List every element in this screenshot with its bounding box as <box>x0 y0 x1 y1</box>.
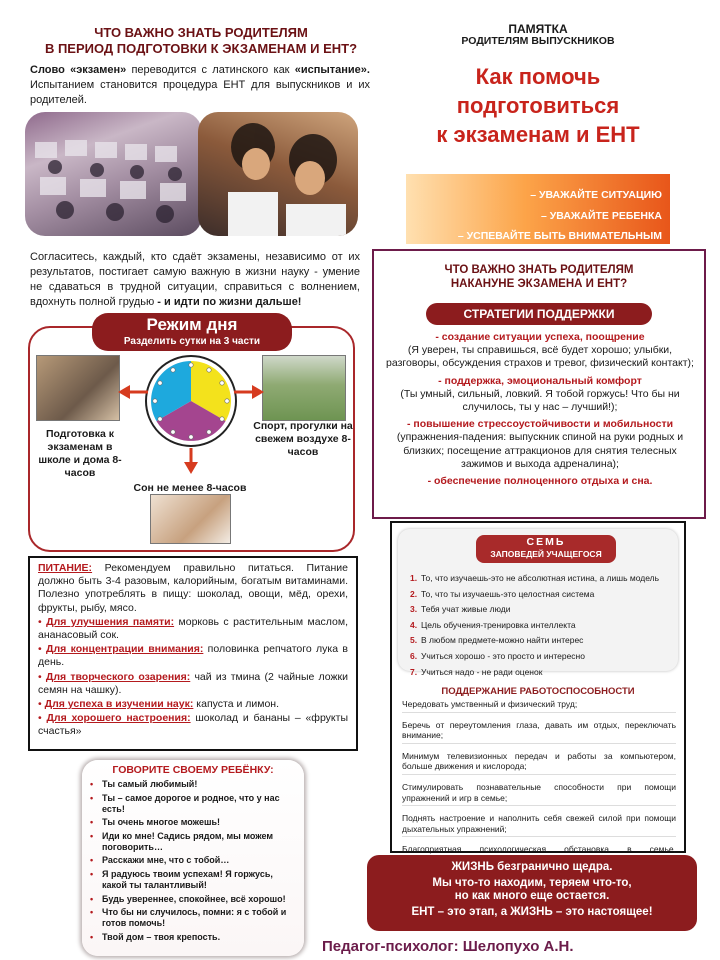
say-item: • Расскажи мне, что с тобой… <box>90 855 230 866</box>
commandments-list <box>410 571 678 680</box>
nutrition-item: • Для улучшения памяти: морковь с растительным маслом, ананасовый сок. <box>38 615 349 642</box>
work-item: Беречь от переутомления глаза, давать им отдых, переключать внимание; <box>402 720 676 744</box>
exam-hall-photo <box>25 112 202 236</box>
support-strategies-banner: СТРАТЕГИИ ПОДДЕРЖКИ <box>426 303 652 325</box>
commandment-item: 4. Цель обучения-тренировка интеллекта <box>410 619 576 630</box>
commandment-item: 5. В любом предмете-можно найти интерес <box>410 635 584 646</box>
study-photo <box>36 355 120 421</box>
memo-label: ПАМЯТКА <box>508 22 568 36</box>
work-capacity-list <box>402 699 676 876</box>
arrow-right-icon <box>234 384 264 400</box>
say-item: • Что бы ни случилось, помни: я с тобой и готов помочь! <box>90 907 287 929</box>
arrow-down-icon <box>183 448 199 474</box>
day-regime-title: Режим дня <box>146 315 238 334</box>
commandment-item: 2. То, что ты изучаешь-это целостная система <box>410 588 595 599</box>
strategy-item: - создание ситуации успеха, поощрение (Я уверен, ты справишься, всё будет хорошо; улыбки, разговоры, обсуждения страхов и тревог, физический контакт); <box>386 331 694 370</box>
commandment-item: 6. Учиться хорошо - это просто и интересно <box>410 650 585 661</box>
memo-tip: – УВАЖАЙТЕ СИТУАЦИЮ <box>530 189 662 201</box>
memo-cover <box>406 22 670 244</box>
say-item: • Ты очень многое можешь! <box>90 817 220 828</box>
regime-sleep-label: Сон не менее 8-часов <box>133 482 247 494</box>
seven-commandments-panel <box>390 521 686 853</box>
nutrition-intro: ПИТАНИЕ: Рекомендуем правильно питаться. Питание должно быть 3-4 разовым, калорийным, богатым витаминами. Полезно употреблять в пищу: шоколад, овощи, мёд, орехи, фрукты, рыбу, мясо. <box>38 562 348 614</box>
life-quote-line: но как много еще остается. <box>454 890 610 902</box>
memo-title: Как помочь подготовиться к экзаменам и ЕНТ <box>436 64 640 147</box>
arrow-left-icon <box>118 384 148 400</box>
strategy-item: - обеспечение полноценного отдыха и сна. <box>427 475 653 488</box>
say-item: • Я радуюсь твоим успехам! Я горжусь, какой ты талантливый! <box>90 868 273 890</box>
say-item: • Твой дом – твоя крепость. <box>90 931 221 942</box>
seven-commandments-banner: СЕМЬ ЗАПОВЕДЕЙ УЧАЩЕГОСЯ <box>476 535 616 563</box>
commandment-item: 1. То, что изучаешь-это не абсолютная истина, а лишь модель <box>410 573 660 583</box>
work-item: Благоприятная психологическая обстановка в семье, <box>402 844 676 868</box>
nutrition-item: • Для творческого озарения: чай из тмина (2 чайные ложки семян на чашку). <box>38 670 348 696</box>
work-item: Стимулировать познавательные способности при помощи упражнений и игр в семье; <box>402 782 676 806</box>
memo-tips-band <box>406 174 670 244</box>
exam-eve-title: ЧТО ВАЖНО ЗНАТЬ РОДИТЕЛЯМ НАКАНУНЕ ЭКЗАМЕНА И ЕНТ? <box>444 264 634 290</box>
work-item: Минимум телевизионных передач и работы за компьютером, больше движения и кислорода; <box>402 751 676 775</box>
regime-study-label: Подготовка к экзаменам в школе и дома 8- часов <box>38 428 122 479</box>
nutrition-item: • Для успеха в изучении наук: капуста и лимон. <box>38 698 280 711</box>
commandment-item: 7. Учиться надо - не ради оценок <box>410 666 543 677</box>
memo-tip: – УСПЕВАЙТЕ БЫТЬ ВНИМАТЕЛЬНЫМ <box>457 230 662 242</box>
strategy-item: - повышение стрессоустойчивости и мобильности (упражнения-падения: выпускник спиной на руки родных и близких; посещение аттракционов для снятия телесных зажимов и выхода адреналина); <box>396 418 684 470</box>
say-item: • Ты – самое дорогое и родное, что у нас есть! <box>90 792 280 814</box>
say-title: ГОВОРИТЕ СВОЕМУ РЕБЁНКУ: <box>112 764 274 776</box>
nutrition-item: • Для концентрации внимания: половинка репчатого лука в день. <box>38 643 348 669</box>
sleep-photo <box>150 494 231 544</box>
author-signature: Педагог-психолог: Шелопухо А.Н. <box>322 938 574 955</box>
worried-students-photo <box>198 112 358 236</box>
regime-sport-label: Спорт, прогулки на свежем воздухе 8-часов <box>253 420 353 458</box>
left-title-line1: ЧТО ВАЖНО ЗНАТЬ РОДИТЕЛЯМ <box>94 25 308 40</box>
nutrition-panel <box>28 556 358 751</box>
nutrition-item: • Для хорошего настроения: шоколад и бананы – «фрукты счастья» <box>38 712 348 738</box>
commandment-item: 3. Тебя учат живые люди <box>410 604 511 615</box>
day-regime-subtitle: Разделить сутки на 3 части <box>123 336 261 347</box>
memo-tip: – УВАЖАЙТЕ РЕБЕНКА <box>540 210 662 222</box>
life-quote-line: Мы что-то находим, теряем что-то, <box>432 876 632 889</box>
say-to-child-panel <box>82 760 304 956</box>
life-quote-line: ЖИЗНЬ безгранично щедра. <box>451 861 613 873</box>
say-item: • Будь увереннее, спокойнее, всё хорошо! <box>90 893 286 904</box>
intro-paragraph: Слово «экзамен» переводится с латинского как «испытание». Испытанием становится процедура ЕНТ для выпускников и их родителей. <box>30 64 370 106</box>
day-clock-icon <box>145 355 237 447</box>
life-quote-line: ЕНТ – это этап, а ЖИЗНЬ – это настоящее! <box>411 905 653 918</box>
work-item: Чередовать умственный и физический труд; <box>402 699 676 713</box>
say-item: • Иди ко мне! Садись рядом, мы можем поговорить… <box>90 830 274 852</box>
life-quote-panel <box>367 855 697 931</box>
left-title <box>26 25 376 57</box>
sport-photo <box>262 355 346 421</box>
day-regime-banner <box>92 313 292 351</box>
left-title-line2: В ПЕРИОД ПОДГОТОВКИ К ЭКЗАМЕНАМ И ЕНТ? <box>44 41 358 56</box>
strategy-item: - поддержка, эмоциональный комфорт (Ты умный, сильный, ловкий. Я тобой горжусь! Что бы ни случилось, ты у нас – лучший!); <box>400 374 680 414</box>
exam-eve-panel <box>372 249 706 519</box>
memo-audience: РОДИТЕЛЯМ ВЫПУСКНИКОВ <box>461 35 615 47</box>
conclusion-paragraph: Согласитесь, каждый, кто сдаёт экзамены, независимо от их результатов, постигает самую важную в жизни науку - умение не сдаваться в трудной ситуации, справиться с волнением, вдохнуть полной грудью - и идти по жизни дальше! <box>30 251 360 308</box>
work-capacity-title: ПОДДЕРЖАНИЕ РАБОТОСПОСОБНОСТИ <box>441 686 635 697</box>
say-item: • Ты самый любимый! <box>90 779 198 789</box>
support-strategies-list <box>382 331 698 492</box>
work-item: Поднять настроение и наполнить себя свежей силой при помощи дыхательных упражнений; <box>402 813 676 837</box>
